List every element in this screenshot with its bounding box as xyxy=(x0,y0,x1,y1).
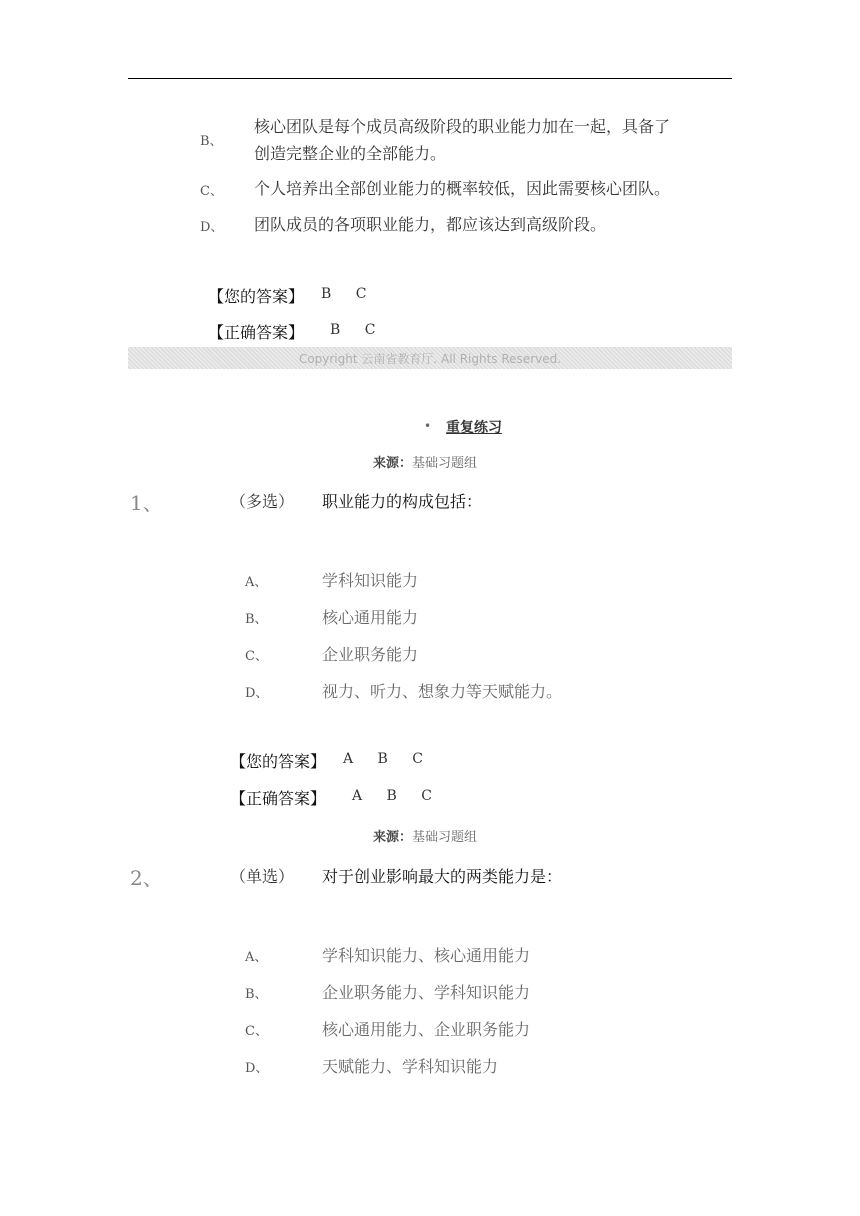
option-letter: B、 xyxy=(200,134,223,149)
option-letter: B、 xyxy=(245,612,268,627)
option-letter: C、 xyxy=(245,649,268,664)
your-answer-label: 【您的答案】 xyxy=(230,752,327,771)
option-text: 团队成员的各项职业能力，都应该达到高级阶段。 xyxy=(254,215,607,234)
source-value: 基础习题组 xyxy=(412,830,478,845)
your-answer-label: 【您的答案】 xyxy=(208,287,305,306)
your-answer-value: A B C xyxy=(343,751,434,767)
source-value: 基础习题组 xyxy=(412,456,478,471)
source-line xyxy=(373,452,477,471)
question-type: （单选） xyxy=(230,867,295,886)
bullet-icon: • xyxy=(424,419,432,433)
correct-answer-label: 【正确答案】 xyxy=(230,789,327,808)
option-text-line: 创造完整企业的全部能力。 xyxy=(254,144,447,163)
option-text-line: 核心团队是每个成员高级阶段的职业能力加在一起，具备了 xyxy=(254,117,671,136)
question-number: 2、 xyxy=(130,866,163,890)
option-letter: D、 xyxy=(245,1061,269,1076)
option-text: 学科知识能力 xyxy=(322,571,419,590)
option-letter: A、 xyxy=(245,950,268,965)
option-text: 学科知识能力、核心通用能力 xyxy=(322,946,531,965)
correct-answer-label: 【正确答案】 xyxy=(208,323,305,342)
option-letter: C、 xyxy=(200,184,223,199)
option-letter: A、 xyxy=(245,575,268,590)
option-letter: B、 xyxy=(245,987,268,1002)
question-number: 1、 xyxy=(130,491,163,515)
option-text: 核心通用能力、企业职务能力 xyxy=(322,1020,531,1039)
option-text: 个人培养出全部创业能力的概率较低，因此需要核心团队。 xyxy=(254,179,671,198)
source-label: 来源： xyxy=(373,456,413,471)
option-text: 企业职务能力、学科知识能力 xyxy=(322,983,531,1002)
source-line xyxy=(373,826,477,845)
option-letter: C、 xyxy=(245,1024,268,1039)
option-letter: D、 xyxy=(200,220,224,235)
option-text: 天赋能力、学科知识能力 xyxy=(322,1057,499,1076)
repeat-practice-link[interactable]: 重复练习 xyxy=(446,420,502,436)
question-type: （多选） xyxy=(230,492,295,511)
option-text: 企业职务能力 xyxy=(322,645,419,664)
correct-answer-value: B C xyxy=(330,322,386,338)
correct-answer-value: A B C xyxy=(352,788,443,804)
copyright-text: Copyright 云南省教育厅. All Rights Reserved. xyxy=(298,352,562,366)
option-text: 核心通用能力 xyxy=(322,608,419,627)
your-answer-value: B C xyxy=(321,286,377,302)
copyright-bar xyxy=(128,347,732,369)
question-text: 职业能力的构成包括： xyxy=(322,492,483,511)
top-divider xyxy=(128,78,732,79)
option-letter: D、 xyxy=(245,686,269,701)
question-text: 对于创业影响最大的两类能力是： xyxy=(322,867,563,886)
source-label: 来源： xyxy=(373,830,413,845)
option-text: 视力、听力、想象力等天赋能力。 xyxy=(322,682,563,701)
